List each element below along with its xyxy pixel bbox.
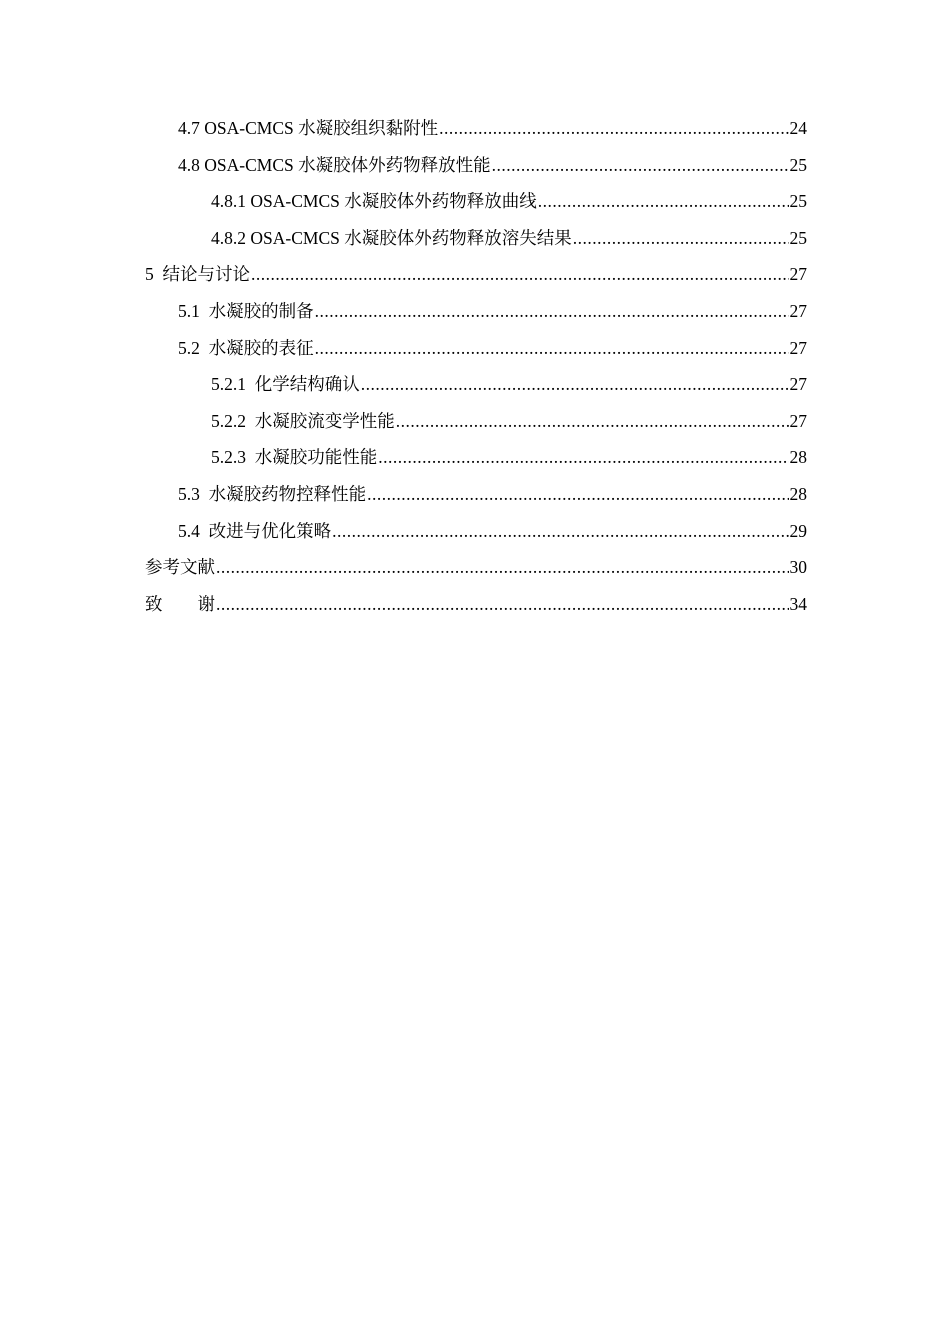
- toc-entry-title: 5.2.2 水凝胶流变学性能: [211, 410, 395, 431]
- toc-page-number: 27: [789, 300, 807, 321]
- toc-dot-leader: [492, 147, 789, 184]
- toc-entry[interactable]: [145, 366, 807, 403]
- toc-page-number: 25: [789, 227, 807, 248]
- toc-entry-title: 5.2.1 化学结构确认: [211, 374, 360, 395]
- toc-entry[interactable]: [145, 183, 807, 220]
- toc-dot-leader: [216, 549, 789, 586]
- toc-entry[interactable]: [145, 110, 807, 147]
- toc-page-number: 24: [789, 118, 807, 138]
- toc-page-number: 25: [789, 191, 807, 212]
- toc-dot-leader: [573, 220, 789, 257]
- toc-entry-title: 5.2 水凝胶的表征: [178, 337, 314, 358]
- toc-page-number: 29: [789, 520, 807, 541]
- toc-page-number: 34: [789, 593, 807, 614]
- toc-entry-title: 4.8.1 OSA-CMCS 水凝胶体外药物释放曲线: [211, 191, 537, 212]
- toc-page-number: 27: [789, 410, 807, 431]
- toc-entry[interactable]: [145, 439, 807, 476]
- toc-page-number: 27: [789, 264, 807, 285]
- toc-dot-leader: [332, 513, 788, 550]
- toc-entry[interactable]: [145, 293, 807, 330]
- toc-dot-leader: [367, 476, 788, 513]
- toc-page-number: 28: [789, 447, 807, 468]
- toc-entry[interactable]: [145, 476, 807, 513]
- toc-entry-title: 4.8 OSA-CMCS 水凝胶体外药物释放性能: [178, 154, 491, 175]
- toc-dot-leader: [439, 110, 788, 147]
- toc-entry[interactable]: [145, 549, 807, 586]
- toc-dot-leader: [315, 330, 789, 367]
- toc-dot-leader: [396, 403, 789, 440]
- toc-entry[interactable]: [145, 256, 807, 293]
- toc-entry[interactable]: [145, 586, 807, 623]
- toc-page-number: 27: [789, 337, 807, 358]
- toc-entry-title: 致 谢: [145, 593, 215, 614]
- toc-entry-title: 5 结论与讨论: [145, 264, 250, 285]
- toc-entry[interactable]: [145, 147, 807, 184]
- toc-dot-leader: [251, 256, 789, 293]
- toc-entry-title: 4.7 OSA-CMCS 水凝胶组织黏附性: [178, 118, 439, 138]
- toc-entry-title: 参考文献: [145, 557, 215, 578]
- toc-entry[interactable]: [145, 403, 807, 440]
- toc-entry-title: 5.4 改进与优化策略: [178, 520, 332, 541]
- toc-dot-leader: [361, 366, 789, 403]
- toc-dot-leader: [216, 586, 789, 623]
- toc-entry-title: 5.1 水凝胶的制备: [178, 300, 314, 321]
- toc-dot-leader: [315, 293, 789, 330]
- table-of-contents: [145, 110, 807, 622]
- toc-entry[interactable]: [145, 220, 807, 257]
- toc-entry[interactable]: [145, 330, 807, 367]
- toc-page-number: 30: [789, 557, 807, 578]
- toc-entry[interactable]: [145, 513, 807, 550]
- toc-page-number: 27: [789, 374, 807, 395]
- toc-page-number: 25: [789, 154, 807, 175]
- toc-dot-leader: [378, 439, 788, 476]
- toc-entry-title: 5.2.3 水凝胶功能性能: [211, 447, 378, 468]
- toc-page-number: 28: [789, 483, 807, 504]
- toc-entry-title: 5.3 水凝胶药物控释性能: [178, 483, 367, 504]
- toc-entry-title: 4.8.2 OSA-CMCS 水凝胶体外药物释放溶失结果: [211, 227, 572, 248]
- toc-dot-leader: [538, 183, 789, 220]
